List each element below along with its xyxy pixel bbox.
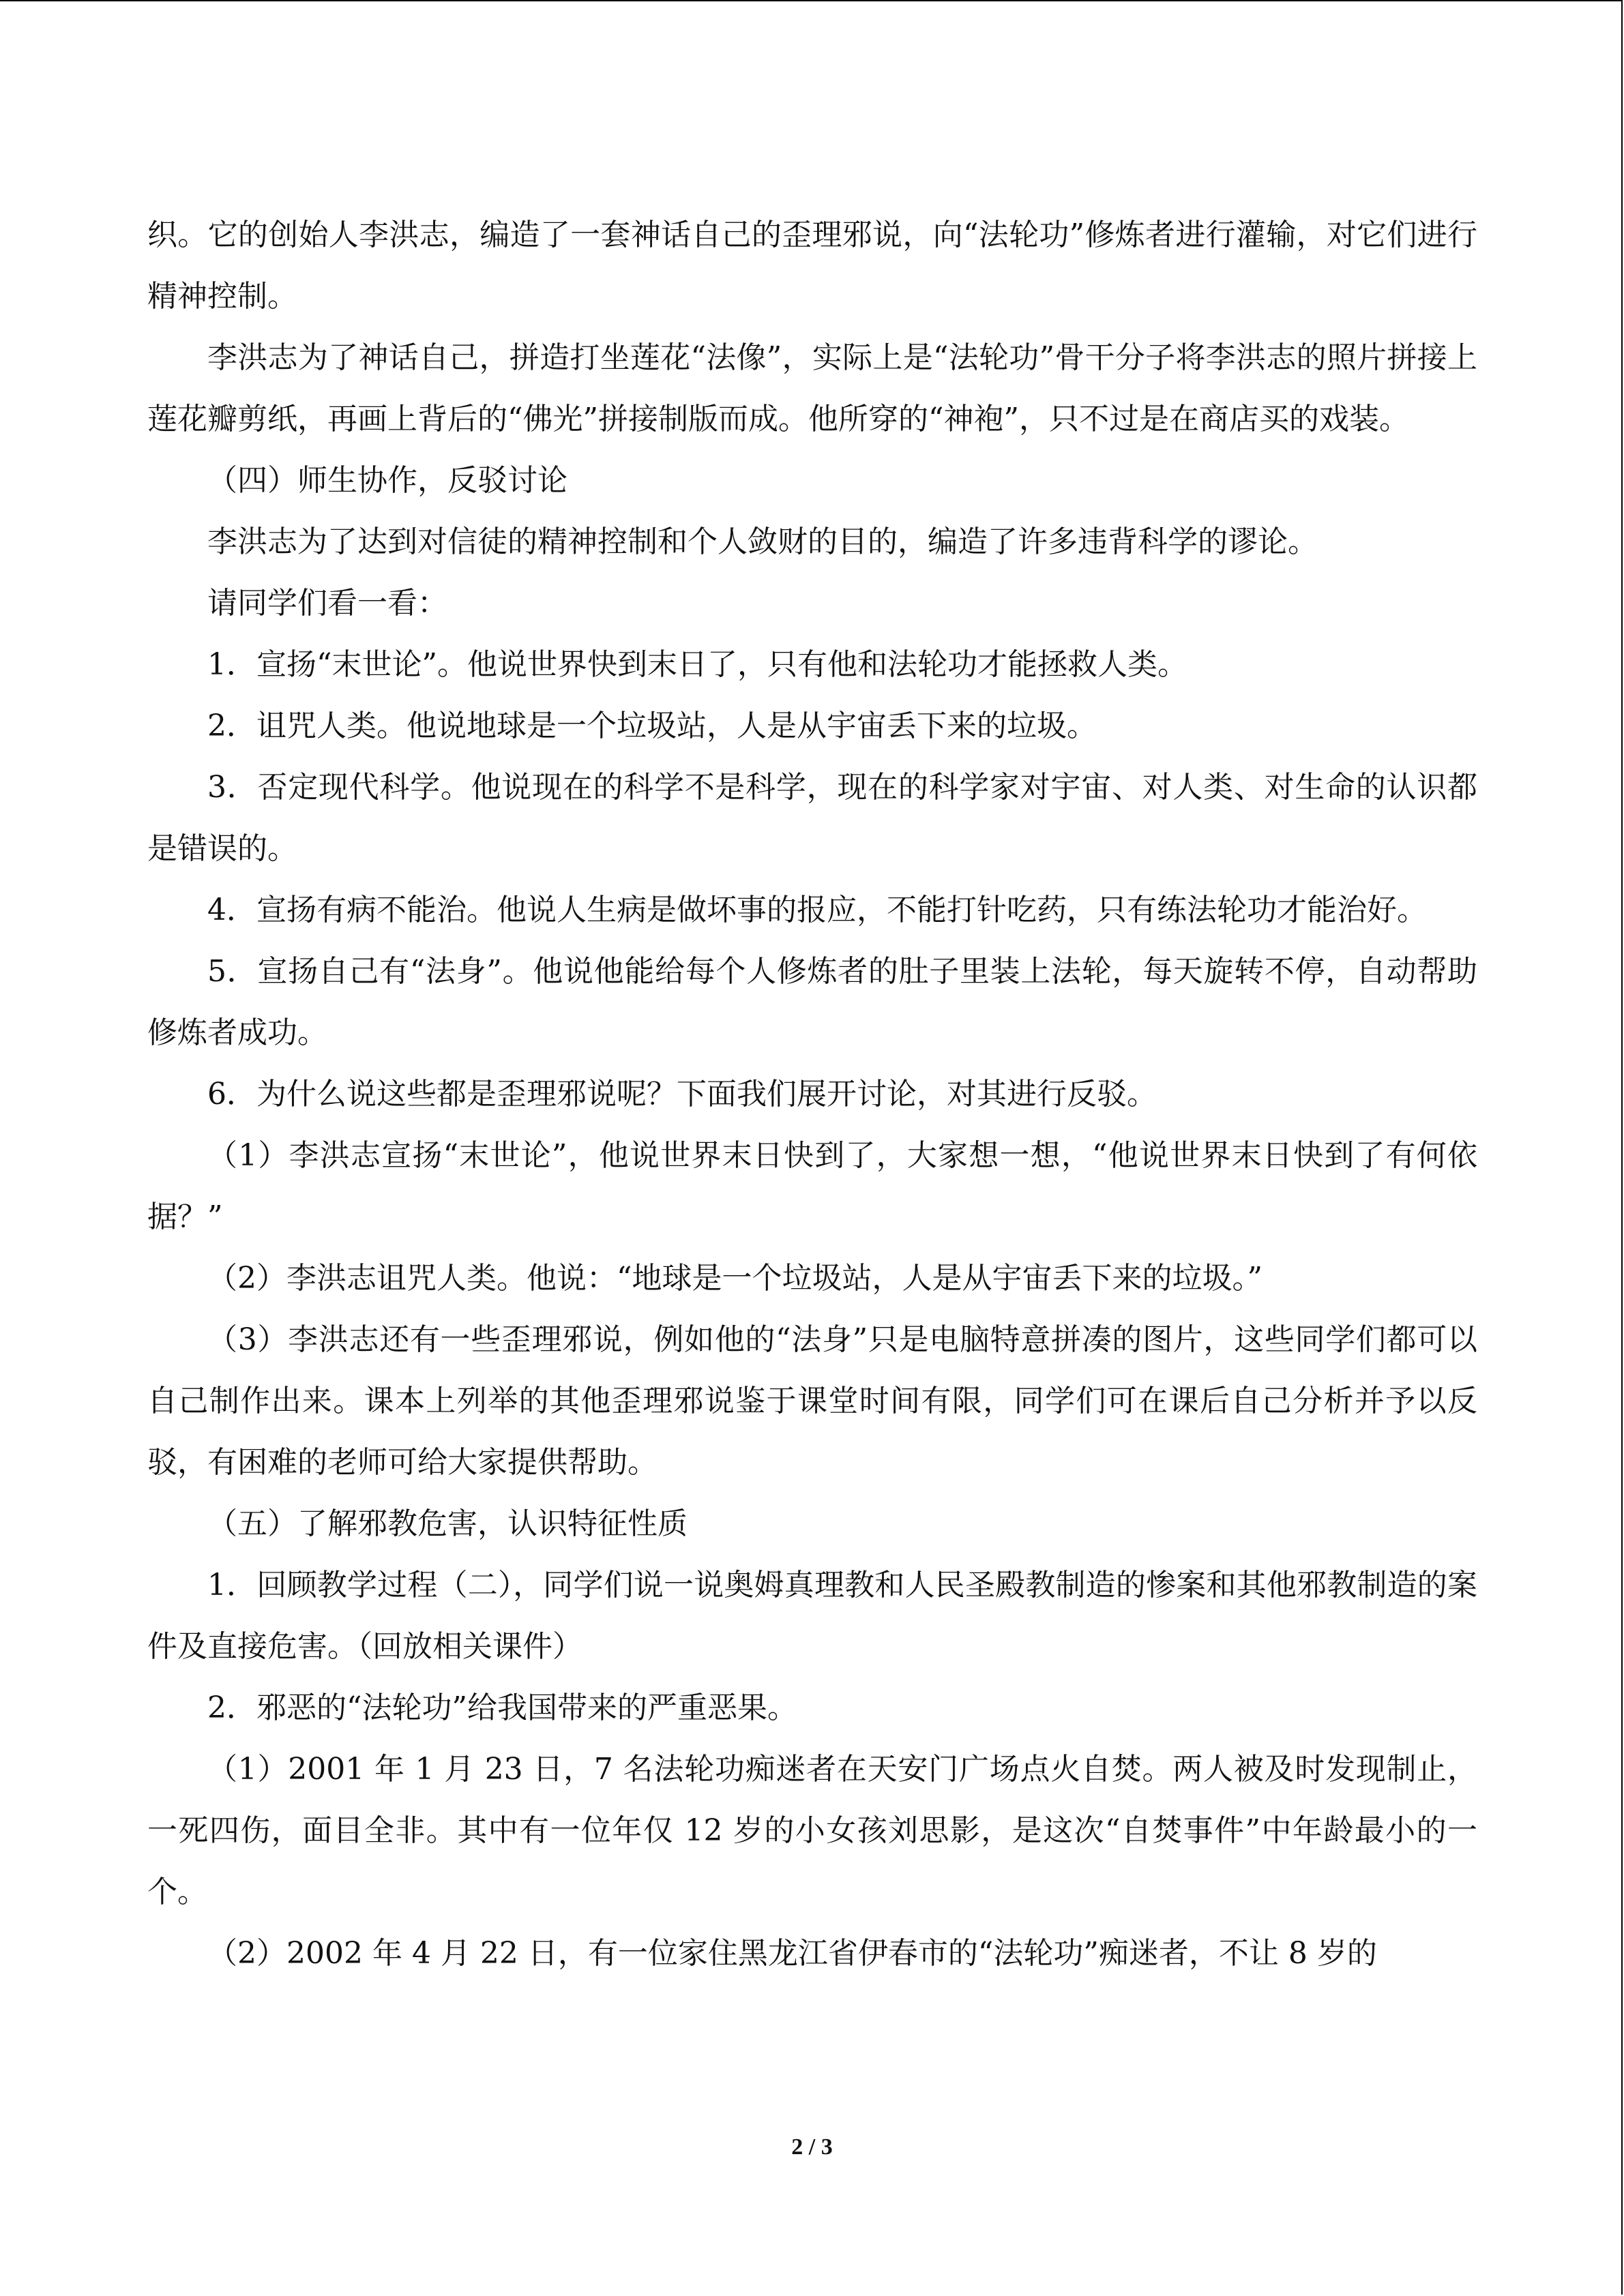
paragraph: （2）2002 年 4 月 22 日，有一位家住黑龙江省伊春市的“法轮功”痴迷者，不让 8 岁的: [207, 1936, 1377, 1971]
paragraph: 3．否定现代科学。他说现在的科学不是科学，现在的科学家对宇宙、对人类、对生命的认识都是错误的。: [147, 770, 1477, 866]
paragraph: 1．回顾教学过程（二），同学们说一说奥姆真理教和人民圣殿教制造的惨案和其他邪教制造的案件及直接危害。（回放相关课件）: [147, 1568, 1477, 1664]
paragraph: 请同学们看一看：: [207, 586, 447, 621]
paragraph: 5．宣扬自己有“法身”。他说他能给每个人修炼者的肚子里装上法轮，每天旋转不停，自动帮助修炼者成功。: [147, 954, 1477, 1050]
paragraph: （2）李洪志诅咒人类。他说：“地球是一个垃圾站，人是从宇宙丢下来的垃圾。”: [207, 1261, 1263, 1296]
paragraph: 4．宣扬有病不能治。他说人生病是做坏事的报应，不能打针吃药，只有练法轮功才能治好。: [207, 893, 1427, 927]
paragraph: 织。它的创始人李洪志，编造了一套神话自己的歪理邪说，向“法轮功”修炼者进行灌输，对它们进行精神控制。: [147, 218, 1477, 314]
page-number: 2 / 3: [791, 2134, 833, 2160]
paragraph: 李洪志为了达到对信徒的精神控制和个人敛财的目的，编造了许多违背科学的谬论。: [207, 524, 1318, 559]
paragraph: 李洪志为了神话自己，拼造打坐莲花“法像”，实际上是“法轮功”骨干分子将李洪志的照片拼接上莲花瓣剪纸，再画上背后的“佛光”拼接制版而成。他所穿的“神袍”，只不过是在商店买的戏装。: [147, 340, 1477, 436]
document-body: [147, 205, 1477, 1984]
paragraph: 1．宣扬“末世论”。他说世界快到末日了，只有他和法轮功才能拯救人类。: [207, 647, 1187, 682]
paragraph: （五）了解邪教危害，认识特征性质: [207, 1506, 688, 1541]
paragraph: 2．诅咒人类。他说地球是一个垃圾站，人是从宇宙丢下来的垃圾。: [207, 709, 1097, 743]
paragraph: （1）2001 年 1 月 23 日，7 名法轮功痴迷者在天安门广场点火自焚。两人被及时发现制止，一死四伤，面目全非。其中有一位年仅 12 岁的小女孩刘思影，是这次“自焚事件”中年龄最小的一个。: [147, 1752, 1477, 1909]
paragraph: （3）李洪志还有一些歪理邪说，例如他的“法身”只是电脑特意拼凑的图片，这些同学们都可以自己制作出来。课本上列举的其他歪理邪说鉴于课堂时间有限，同学们可在课后自己分析并予以反驳，有困难的老师可给大家提供帮助。: [147, 1322, 1477, 1480]
paragraph: （四）师生协作，反驳讨论: [207, 463, 567, 498]
paragraph: 2．邪恶的“法轮功”给我国带来的严重恶果。: [207, 1690, 797, 1725]
paragraph: （1）李洪志宣扬“末世论”，他说世界末日快到了，大家想一想，“他说世界末日快到了有何依据？”: [147, 1138, 1477, 1234]
paragraph: 6．为什么说这些都是歪理邪说呢？下面我们展开讨论，对其进行反驳。: [207, 1077, 1157, 1112]
